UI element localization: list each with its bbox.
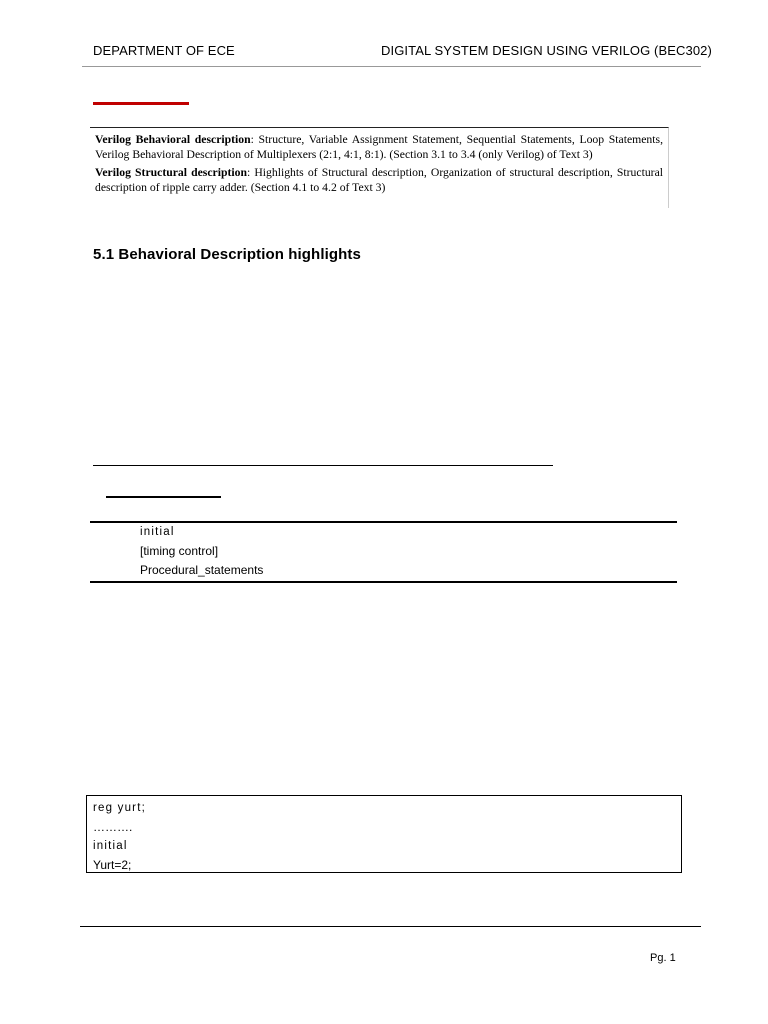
code-example-box <box>86 795 682 873</box>
syllabus-heading-behavioral: Verilog Behavioral description <box>95 133 251 146</box>
code-block-top-rule <box>90 521 677 523</box>
code-line-ellipsis: ………. <box>93 820 133 834</box>
header-rule <box>82 66 701 67</box>
code-line-procedural: Procedural_statements <box>140 563 264 577</box>
footer-rule <box>80 926 701 927</box>
accent-rule <box>93 102 189 105</box>
syllabus-text-behavioral: : Structure, Variable Assignment Statement, Sequential Statements, Loop Statements, Verilog Behavioral Description of Multiplexers (2:1, 4:1, 8:1). (Section 3.1 to 3.4 (only Verilog) of Text 3) <box>95 133 663 161</box>
section-title: 5.1 Behavioral Description highlights <box>93 246 361 263</box>
code-line-initial: initial <box>140 526 175 538</box>
syllabus-paragraph-behavioral <box>95 132 663 162</box>
header-course-title: DIGITAL SYSTEM DESIGN USING VERILOG (BEC302) <box>381 43 712 58</box>
code-line-initial-2: initial <box>93 840 128 852</box>
code-line-reg: reg yurt; <box>93 802 146 814</box>
separator-line <box>93 465 553 466</box>
syllabus-heading-structural: Verilog Structural description <box>95 166 247 179</box>
header-department: DEPARTMENT OF ECE <box>93 43 235 58</box>
code-block-bottom-rule <box>90 581 677 583</box>
code-line-timing-control: [timing control] <box>140 544 219 558</box>
syllabus-text-structural: : Highlights of Structural description, Organization of structural description, Structural description of ripple carry adder. (Section 4.1 to 4.2 of Text 3) <box>95 166 664 194</box>
short-underline <box>106 496 221 498</box>
page-number: Pg. 1 <box>650 952 676 964</box>
syllabus-box <box>90 127 669 208</box>
syllabus-paragraph-structural <box>95 165 663 195</box>
code-line-assignment: Yurt=2; <box>93 858 132 872</box>
